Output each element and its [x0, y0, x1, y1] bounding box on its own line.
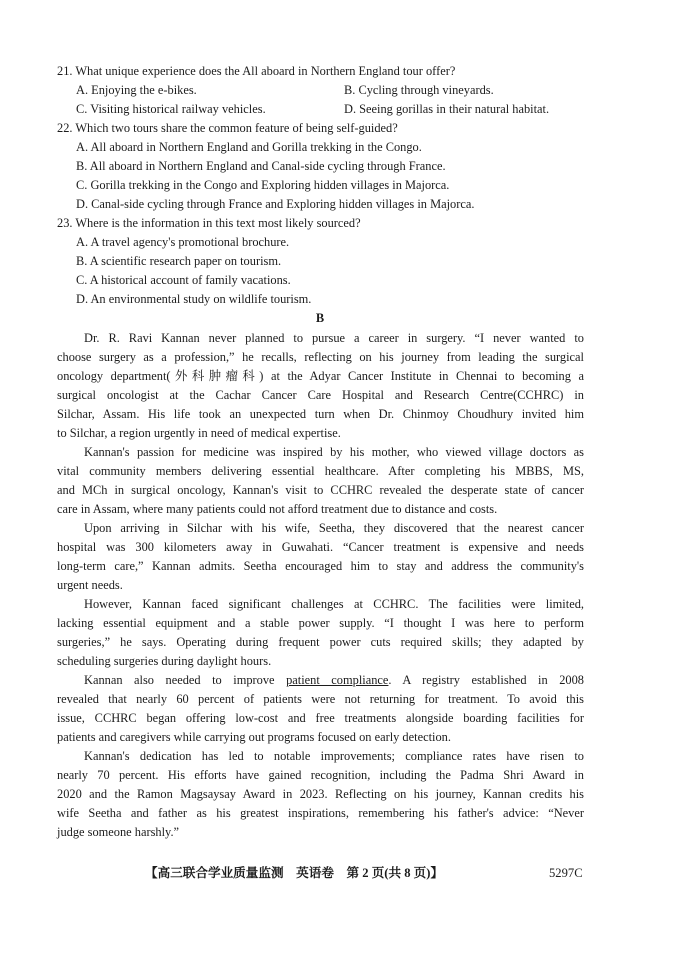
underlined-phrase: patient compliance [286, 673, 389, 687]
question-22-option-a: A. All aboard in Northern England and Gorilla trekking in the Congo. [76, 140, 422, 154]
question-22-option-b: B. All aboard in Northern England and Canal-side cycling through France. [76, 159, 446, 173]
question-21-option-c: C. Visiting historical railway vehicles. [76, 102, 266, 116]
passage-p6-line: 2020 and the Ramon Magsaysay Award in 2023. Reflecting on his journey, Kannan credits his [57, 787, 584, 801]
passage-p2-line: care in Assam, where many patients could not afford treatment due to distance and costs. [57, 502, 498, 516]
passage-p2-line: Kannan's passion for medicine was inspired by his mother, who viewed village doctors as [84, 445, 584, 459]
passage-p1-line: oncology department(外科肿瘤科) at the Adyar Cancer Institute in Chennai to becoming a [57, 369, 584, 383]
passage-p5-line: patients and caregivers while carrying out programs focused on early detection. [57, 730, 451, 744]
passage-p5-line: issue, CCHRC began offering low-cost and free treatments alongside boarding facilities for [57, 711, 584, 725]
passage-p4-line: scheduling surgeries during daylight hours. [57, 654, 272, 668]
question-21-stem: 21. What unique experience does the All aboard in Northern England tour offer? [57, 64, 456, 78]
question-23-stem: 23. Where is the information in this text most likely sourced? [57, 216, 361, 230]
passage-p5-text-a: Kannan also needed to improve [84, 673, 287, 687]
passage-p6-line: Kannan's dedication has led to notable improvements; compliance rates have risen to [84, 749, 584, 763]
passage-p4-line: lacking essential equipment and a stable power supply. “I thought I was here to perform [57, 616, 584, 630]
passage-p5-text-b: . A registry established in 2008 [388, 673, 584, 687]
question-23-option-b: B. A scientific research paper on tourism. [76, 254, 282, 268]
passage-p1-line: surgical oncologist at the Cachar Cancer Care Hospital and Research Centre(CCHRC) in [57, 388, 584, 402]
passage-p3-line: urgent needs. [57, 578, 123, 592]
passage-p5-line [84, 671, 584, 690]
question-21-option-b: B. Cycling through vineyards. [344, 83, 494, 97]
passage-p1-line: to Silchar, a region urgently in need of medical expertise. [57, 426, 341, 440]
question-21-option-a: A. Enjoying the e-bikes. [76, 83, 197, 97]
question-23-option-c: C. A historical account of family vacations. [76, 273, 291, 287]
passage-p4-line: However, Kannan faced significant challenges at CCHRC. The facilities were limited, [84, 597, 584, 611]
question-22-option-c: C. Gorilla trekking in the Congo and Exploring hidden villages in Majorca. [76, 178, 450, 192]
passage-p3-line: Upon arriving in Silchar with his wife, Seetha, they discovered that the nearest cancer [84, 521, 584, 535]
passage-p6-line: wife Seetha and father as his greatest inspirations, remembering his father's advice: “Never [57, 806, 584, 820]
passage-p3-line: long-term care,” Kannan admits. Seetha encouraged him to stay and address the community's [57, 559, 584, 573]
question-21-option-d: D. Seeing gorillas in their natural habitat. [344, 102, 550, 116]
question-23-option-d: D. An environmental study on wildlife tourism. [76, 292, 312, 306]
section-title: B [315, 311, 325, 325]
passage-p1-line: Silchar, Assam. His life took an unexpected turn when Dr. Chinmoy Choudhury invited him [57, 407, 584, 421]
passage-p2-line: vital community members delivering essential healthcare. After completing his MBBS, MS, [57, 464, 584, 478]
passage-p2-line: and MCh in surgical oncology, Kannan's visit to CCHRC revealed the desperate state of cancer [57, 483, 584, 497]
passage-p1-line: choose surgery as a profession,” he recalls, reflecting on his journey from leading the surgical [57, 350, 584, 364]
question-22-option-d: D. Canal-side cycling through France and Exploring hidden villages in Majorca. [76, 197, 475, 211]
question-22-stem: 22. Which two tours share the common feature of being self-guided? [57, 121, 398, 135]
paper-code: 5297C [549, 866, 583, 880]
passage-p6-line: nearly 70 percent. His efforts have gained recognition, including the Padma Shri Award in [57, 768, 584, 782]
passage-p6-line: judge someone harshly.” [57, 825, 180, 839]
passage-p4-line: surgeries,” he says. Operating during frequent power cuts required skills; they adapted by [57, 635, 584, 649]
passage-p3-line: hospital was 300 kilometers away in Guwahati. “Cancer treatment is expensive and needs [57, 540, 584, 554]
passage-p5-line: revealed that nearly 60 percent of patients were not returning for treatment. To avoid this [57, 692, 584, 706]
question-23-option-a: A. A travel agency's promotional brochure. [76, 235, 290, 249]
footer-label: 【高三联合学业质量监测 英语卷 第 2 页(共 8 页)】 [145, 866, 444, 880]
passage-p1-line: Dr. R. Ravi Kannan never planned to pursue a career in surgery. “I never wanted to [84, 331, 584, 345]
